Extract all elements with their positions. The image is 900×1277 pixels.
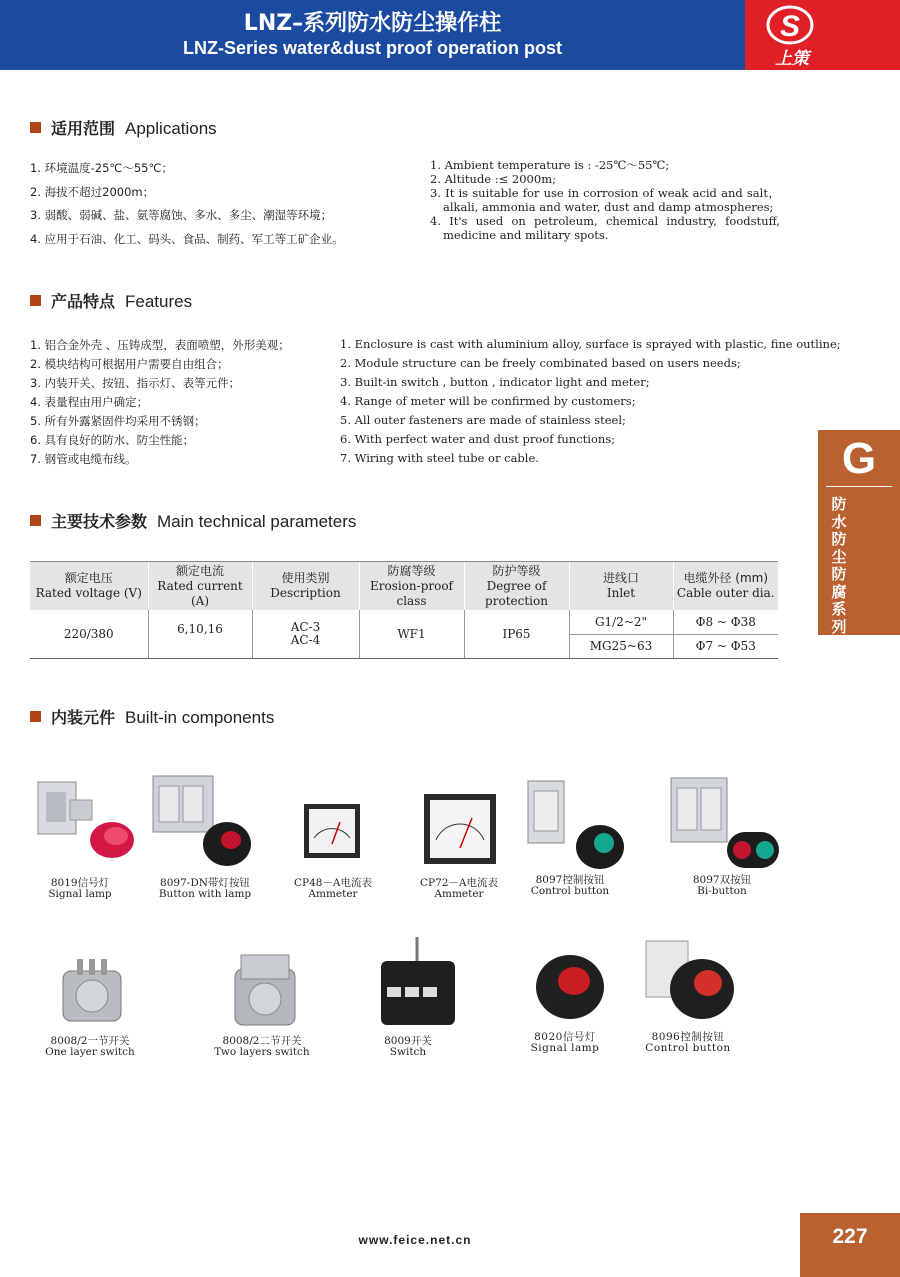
component-caption: 8097控制按钮 Control button xyxy=(530,874,610,897)
page-header xyxy=(0,0,900,70)
component-caption: 8097-DN带灯按钮 Button with lamp xyxy=(158,877,252,900)
component-caption: 8008/2二节开关 Two layers switch xyxy=(214,1035,310,1058)
component-caption: 8096控制按钮 Control button xyxy=(645,1031,731,1054)
list-item: 3. Built-in switch , button , indicator light and meter; xyxy=(340,375,650,389)
one-layer-switch-image xyxy=(55,955,130,1030)
params-table xyxy=(30,562,778,659)
list-item: 1. 铝合金外壳 、压铸成型，表面喷塑，外形美观； xyxy=(30,338,290,352)
component-caption: 8019信号灯 Signal lamp xyxy=(48,877,112,900)
features-heading: 产品特点 Features xyxy=(30,289,192,312)
col-voltage: 额定电压 Rated voltage (V) xyxy=(30,562,148,610)
component-caption: 8097双按钮 Bi-button xyxy=(692,874,752,897)
list-item: 2. 模块结构可根据用户需要自由组合； xyxy=(30,357,229,371)
list-item: 1. 环境温度-25℃～55℃； xyxy=(30,161,173,175)
cell-current: 6,10,16 xyxy=(148,610,252,658)
list-item: 5. 所有外露紧固件均采用不锈钢； xyxy=(30,414,206,428)
col-current: 额定电流 Rated current (A) xyxy=(148,562,252,610)
component-caption: 8020信号灯 Signal lamp xyxy=(530,1031,600,1054)
applications-heading: 适用范围 Applications xyxy=(30,116,217,139)
category-letter: G xyxy=(841,434,877,483)
params-heading: 主要技术参数 Main technical parameters xyxy=(30,509,356,532)
switch-8009-image xyxy=(375,935,460,1035)
signal-lamp-image xyxy=(30,770,140,870)
components-heading: 内装元件 Built-in components xyxy=(30,705,274,728)
list-item: 7. 钢管或电缆布线。 xyxy=(30,452,137,466)
list-item: 1. Enclosure is cast with aluminium alloy, surface is sprayed with plastic, fine outline; xyxy=(340,337,841,351)
divider xyxy=(826,486,892,487)
list-item: 6. 具有良好的防水、防尘性能； xyxy=(30,433,195,447)
list-item: 2. Module structure can be freely combinated based on users needs; xyxy=(340,356,741,370)
svg-text:S: S xyxy=(779,10,801,43)
col-protection: 防护等级 Degree of protection xyxy=(464,562,569,610)
list-item: 2. 海拔不超过2000m； xyxy=(30,184,155,199)
list-item: 4. 表量程由用户确定； xyxy=(30,395,149,409)
cell-erosion: WF1 xyxy=(359,610,464,658)
component-caption: CP72－A电流表 Ammeter xyxy=(419,877,499,900)
cell-cable: Φ8 ~ Φ38 xyxy=(673,610,778,634)
list-item: 2. Altitude :≤ 2000m; xyxy=(430,172,556,186)
applications-list-en xyxy=(430,158,780,242)
list-item: 3. 内装开关、按钮、指示灯、表等元件； xyxy=(30,376,241,390)
bullet-square-icon xyxy=(30,711,41,722)
footer-url: www.feice.net.cn xyxy=(358,1233,472,1247)
bi-button-image xyxy=(665,770,780,872)
button-with-lamp-image xyxy=(145,770,260,872)
component-caption: 8009开关 Switch xyxy=(384,1035,432,1058)
list-item: 4. Range of meter will be confirmed by customers; xyxy=(340,394,636,408)
list-item: 3. It is suitable for use in corrosion of weak acid and salt，alkali, ammonia and water, dust and damp atmospheres; xyxy=(430,186,780,214)
component-caption: CP48－A电流表 Ammeter xyxy=(293,877,373,900)
control-button-8096-image xyxy=(640,935,740,1025)
logo-s-icon xyxy=(765,4,815,46)
table-header-row xyxy=(30,562,778,610)
page-number: 227 xyxy=(800,1213,900,1277)
cell-description: AC-3 AC-4 xyxy=(252,610,359,658)
col-inlet: 进线口 Inlet xyxy=(569,562,673,610)
cell-inlet: G1/2~2" xyxy=(569,610,673,634)
signal-lamp-8020-image xyxy=(530,945,610,1025)
bullet-square-icon xyxy=(30,122,41,133)
cp72-ammeter-image xyxy=(420,790,500,870)
features-list-en xyxy=(340,335,841,468)
list-item: 7. Wiring with steel tube or cable. xyxy=(340,451,539,465)
component-caption: 8008/2一节开关 One layer switch xyxy=(45,1035,135,1058)
list-item: 5. All outer fasteners are made of stainless steel; xyxy=(340,413,626,427)
list-item: 3. 弱酸、弱碱、盐、氨等腐蚀、多水、多尘、潮湿等环境； xyxy=(30,208,333,222)
cell-protection: IP65 xyxy=(464,610,569,658)
cell-voltage: 220/380 xyxy=(30,610,148,658)
applications-list-zh xyxy=(30,157,344,251)
bullet-square-icon xyxy=(30,515,41,526)
cp48-ammeter-image xyxy=(300,800,365,868)
col-erosion: 防腐等级 Erosion-proof class xyxy=(359,562,464,610)
list-item: 4. It's used on petroleum, chemical industry, foodstuff, medicine and military spots. xyxy=(430,214,780,242)
list-item: 4. 应用于石油、化工、码头、食品、制药、军工等工矿企业。 xyxy=(30,231,344,246)
category-vertical-text: 防 水 防 尘 防 腐 系 列 xyxy=(831,495,847,636)
features-list-zh xyxy=(30,336,290,469)
cell-inlet: MG25~63 xyxy=(569,634,673,658)
control-button-image xyxy=(522,775,632,875)
col-cable: 电缆外径 (mm) Cable outer dia. xyxy=(673,562,778,610)
table-row xyxy=(30,610,778,634)
list-item: 6. With perfect water and dust proof functions; xyxy=(340,432,616,446)
title-en: LNZ-Series water&dust proof operation post xyxy=(182,38,563,58)
list-item: 1. Ambient temperature is : -25℃～55℃; xyxy=(430,158,670,172)
two-layers-switch-image xyxy=(225,945,305,1030)
bullet-square-icon xyxy=(30,295,41,306)
category-tab xyxy=(818,430,900,635)
col-description: 使用类别 Description xyxy=(252,562,359,610)
cell-cable: Φ7 ~ Φ53 xyxy=(673,634,778,658)
logo-text: 上策 xyxy=(775,49,809,69)
brand-logo xyxy=(745,0,900,70)
title-zh: LNZ–系列防水防尘操作柱 xyxy=(243,11,502,36)
